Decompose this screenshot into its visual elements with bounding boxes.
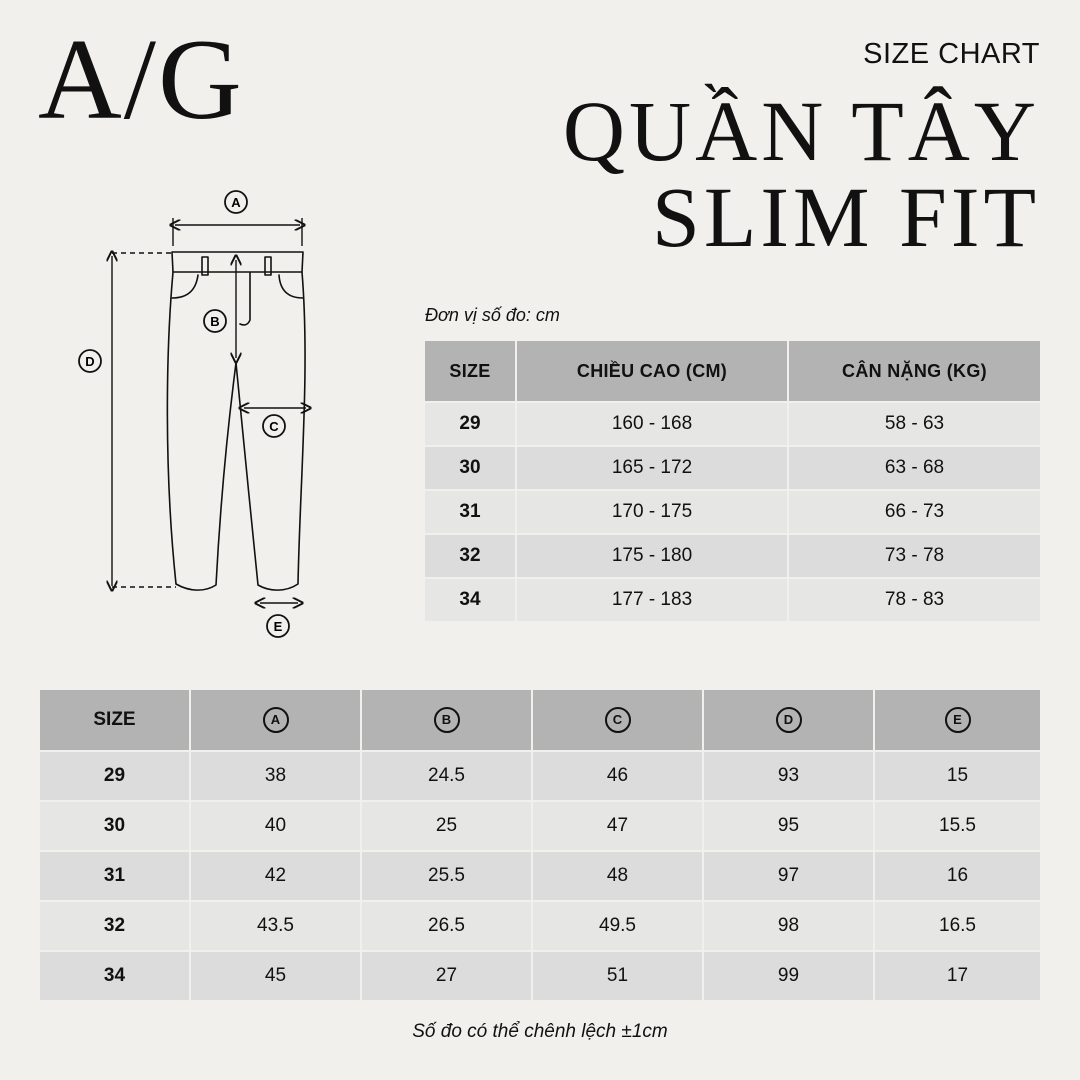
svg-text:B: B <box>210 314 220 329</box>
measure-cell: 49.5 <box>532 901 703 951</box>
column-header-a <box>190 690 361 751</box>
svg-text:E: E <box>273 619 283 634</box>
size-cell: 32 <box>40 901 190 951</box>
front-pocket <box>172 275 198 298</box>
table-row <box>40 951 1040 1000</box>
table-header-row <box>40 690 1040 751</box>
column-header-d <box>703 690 874 751</box>
table-row <box>40 751 1040 801</box>
svg-text:C: C <box>269 419 279 434</box>
column-header: CÂN NẶNG (KG) <box>788 341 1040 402</box>
label-b <box>204 310 226 332</box>
size-cell: 30 <box>425 446 516 490</box>
height-cell: 170 - 175 <box>516 490 788 534</box>
label-e <box>267 615 289 637</box>
unit-note: Đơn vị số đo: cm <box>425 305 560 325</box>
size-cell: 34 <box>40 951 190 1000</box>
waistband <box>172 252 303 272</box>
weight-cell: 78 - 83 <box>788 578 1040 621</box>
page-title <box>562 83 1040 265</box>
measure-cell: 17 <box>874 951 1040 1000</box>
measure-cell: 97 <box>703 851 874 901</box>
measure-cell: 95 <box>703 801 874 851</box>
size-cell: 31 <box>40 851 190 901</box>
label-d <box>79 350 101 372</box>
height-cell: 165 - 172 <box>516 446 788 490</box>
table-header-row <box>425 341 1040 402</box>
height-cell: 160 - 168 <box>516 402 788 446</box>
label-a-badge: A <box>263 707 289 733</box>
measure-cell: 45 <box>190 951 361 1000</box>
table-row <box>425 490 1040 534</box>
measure-cell: 15 <box>874 751 1040 801</box>
svg-text:A: A <box>231 195 241 210</box>
label-b-badge: B <box>434 707 460 733</box>
measure-cell: 48 <box>532 851 703 901</box>
title-line-2: SLIM FIT <box>652 169 1040 265</box>
size-chart-label: SIZE CHART <box>863 38 1040 70</box>
measure-cell: 93 <box>703 751 874 801</box>
measure-cell: 98 <box>703 901 874 951</box>
column-header-c <box>532 690 703 751</box>
measure-cell: 43.5 <box>190 901 361 951</box>
table-row <box>40 901 1040 951</box>
measure-cell: 15.5 <box>874 801 1040 851</box>
measure-cell: 16.5 <box>874 901 1040 951</box>
measure-cell: 47 <box>532 801 703 851</box>
weight-cell: 63 - 68 <box>788 446 1040 490</box>
brand-logo: A/G <box>38 16 244 144</box>
measure-cell: 26.5 <box>361 901 532 951</box>
measure-cell: 27 <box>361 951 532 1000</box>
height-cell: 177 - 183 <box>516 578 788 621</box>
table-row <box>40 801 1040 851</box>
label-a <box>225 191 247 213</box>
measure-cell: 38 <box>190 751 361 801</box>
size-cell: 29 <box>40 751 190 801</box>
size-cell: 30 <box>40 801 190 851</box>
table-row <box>425 402 1040 446</box>
measure-cell: 24.5 <box>361 751 532 801</box>
title-line-1: QUẦN TÂY <box>562 83 1040 179</box>
table-row <box>40 851 1040 901</box>
size-cell: 31 <box>425 490 516 534</box>
weight-cell: 66 - 73 <box>788 490 1040 534</box>
label-d-badge: D <box>776 707 802 733</box>
measure-cell: 25 <box>361 801 532 851</box>
column-header: SIZE <box>40 690 190 751</box>
label-c <box>263 415 285 437</box>
svg-text:D: D <box>85 354 95 369</box>
measurement-table <box>40 690 1040 1000</box>
size-cell: 29 <box>425 402 516 446</box>
weight-cell: 73 - 78 <box>788 534 1040 578</box>
column-header: SIZE <box>425 341 516 402</box>
label-e-badge: E <box>945 707 971 733</box>
measure-cell: 42 <box>190 851 361 901</box>
column-header: CHIỀU CAO (CM) <box>516 341 788 402</box>
weight-cell: 58 - 63 <box>788 402 1040 446</box>
size-cell: 34 <box>425 578 516 621</box>
height-cell: 175 - 180 <box>516 534 788 578</box>
trousers-measurement-diagram <box>60 180 340 650</box>
table-row <box>425 446 1040 490</box>
measure-cell: 40 <box>190 801 361 851</box>
table-row <box>425 534 1040 578</box>
table-row <box>425 578 1040 621</box>
measure-cell: 51 <box>532 951 703 1000</box>
measure-cell: 16 <box>874 851 1040 901</box>
front-pocket <box>279 275 303 298</box>
height-weight-table <box>425 341 1040 621</box>
measure-cell: 99 <box>703 951 874 1000</box>
column-header-b <box>361 690 532 751</box>
column-header-e <box>874 690 1040 751</box>
size-cell: 32 <box>425 534 516 578</box>
measure-cell: 25.5 <box>361 851 532 901</box>
tolerance-note: Số đo có thể chênh lệch ±1cm <box>412 1021 668 1042</box>
measure-cell: 46 <box>532 751 703 801</box>
fly-stitch <box>240 273 250 325</box>
label-c-badge: C <box>605 707 631 733</box>
